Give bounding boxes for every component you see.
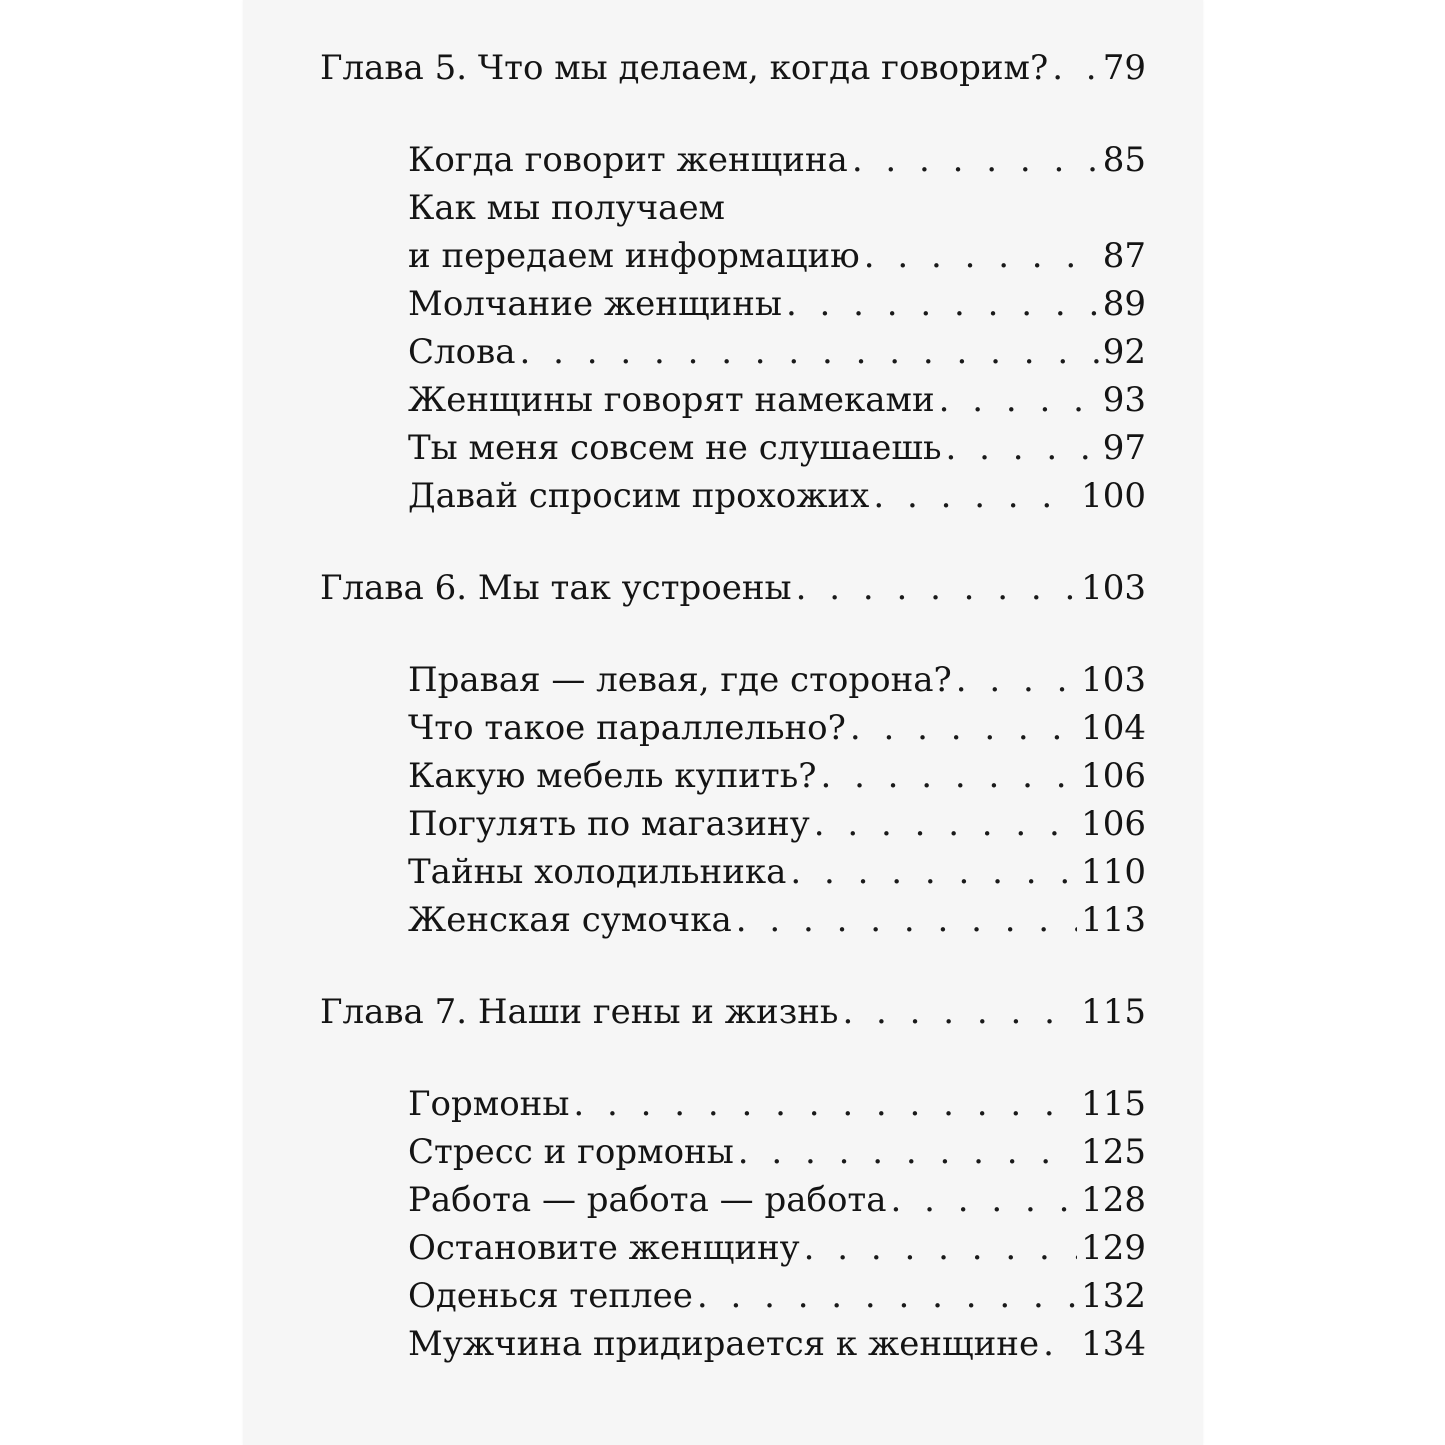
page-number: 104 (1081, 708, 1146, 748)
section-title: Ты меня совсем не слушаешь (408, 428, 942, 468)
leader-dots (820, 752, 1077, 800)
leader-dots (850, 704, 1077, 752)
page-number: 115 (1081, 1084, 1146, 1124)
section-entry[interactable] (408, 472, 1146, 520)
section-entry[interactable] (408, 280, 1146, 328)
page-number: 106 (1081, 756, 1146, 796)
leader-dots (520, 328, 1099, 376)
section-entry[interactable] (408, 328, 1146, 376)
page-number: 134 (1081, 1324, 1146, 1364)
section-entry[interactable] (408, 376, 1146, 424)
leader-dots (573, 1080, 1077, 1128)
section-title-line1[interactable]: Как мы получаем (408, 188, 726, 228)
page-number: 100 (1081, 476, 1146, 516)
leader-dots (864, 232, 1099, 280)
page-number: 87 (1102, 236, 1146, 276)
section-entry[interactable] (408, 424, 1146, 472)
page-number: 113 (1081, 900, 1146, 940)
page-number: 128 (1081, 1180, 1146, 1220)
section-list (320, 1080, 1146, 1368)
section-entry[interactable] (408, 1176, 1146, 1224)
section-title: Слова (408, 332, 516, 372)
section-list (320, 656, 1146, 944)
section-title: Тайны холодильника (408, 852, 787, 892)
section-entry[interactable] (408, 656, 1146, 704)
section-title: Женщины говорят намеками (408, 380, 935, 420)
page-number: 106 (1081, 804, 1146, 844)
page-number: 97 (1102, 428, 1146, 468)
chapter-5 (320, 44, 1146, 520)
page-number: 110 (1081, 852, 1146, 892)
page-number: 79 (1102, 48, 1146, 88)
section-entry[interactable] (408, 704, 1146, 752)
chapter-heading[interactable] (320, 564, 1146, 612)
leader-dots (738, 1128, 1077, 1176)
page-number: 125 (1081, 1132, 1146, 1172)
section-title: Остановите женщину (408, 1228, 800, 1268)
leader-dots (945, 424, 1098, 472)
leader-dots (790, 848, 1077, 896)
leader-dots (891, 1176, 1078, 1224)
leader-dots (697, 1272, 1077, 1320)
section-entry[interactable] (408, 848, 1146, 896)
section-title: Погулять по магазину (408, 804, 810, 844)
section-title: Что такое параллельно? (408, 708, 846, 748)
chapter-7 (320, 988, 1146, 1368)
page-number: 103 (1081, 568, 1146, 608)
section-entry[interactable] (408, 1224, 1146, 1272)
chapter-heading[interactable] (320, 44, 1146, 92)
section-title: Какую мебель купить? (408, 756, 817, 796)
leader-dots (852, 136, 1099, 184)
section-title: Мужчина придирается к женщине (408, 1324, 1040, 1364)
section-title: Молчание женщины (408, 284, 782, 324)
table-of-contents (320, 44, 1146, 1368)
leader-dots (873, 472, 1077, 520)
section-entry[interactable] (408, 1080, 1146, 1128)
section-title: Работа — работа — работа (408, 1180, 887, 1220)
section-list (320, 136, 1146, 520)
section-entry[interactable] (408, 1320, 1146, 1368)
section-title: Женская сумочка (408, 900, 732, 940)
section-entry[interactable] (408, 752, 1146, 800)
section-title: Когда говорит женщина (408, 140, 848, 180)
section-title: Правая — левая, где сторона? (408, 660, 952, 700)
section-title: и передаем информацию (408, 236, 860, 276)
section-title: Давай спросим прохожих (408, 476, 870, 516)
leader-dots (1043, 1320, 1077, 1368)
leader-dots (796, 564, 1077, 612)
page-number: 92 (1102, 332, 1146, 372)
section-title: Гормоны (408, 1084, 570, 1124)
section-entry[interactable] (408, 136, 1146, 184)
section-title: Стресс и гормоны (408, 1132, 734, 1172)
page-number: 132 (1081, 1276, 1146, 1316)
page-number: 89 (1102, 284, 1146, 324)
leader-dots (842, 988, 1077, 1036)
page-number: 129 (1081, 1228, 1146, 1268)
chapter-title: Глава 6. Мы так устроены (320, 568, 792, 608)
chapter-heading[interactable] (320, 988, 1146, 1036)
leader-dots (786, 280, 1099, 328)
page-number: 103 (1081, 660, 1146, 700)
section-title: Оденься теплее (408, 1276, 693, 1316)
leader-dots (804, 1224, 1077, 1272)
page-number: 93 (1102, 380, 1146, 420)
section-entry[interactable] (408, 800, 1146, 848)
chapter-title: Глава 7. Наши гены и жизнь (320, 992, 839, 1032)
leader-dots (956, 656, 1077, 704)
section-entry[interactable] (408, 232, 1146, 280)
chapter-6 (320, 564, 1146, 944)
page-number: 115 (1081, 992, 1146, 1032)
page-number: 85 (1102, 140, 1146, 180)
section-entry[interactable] (408, 1128, 1146, 1176)
leader-dots (1052, 44, 1099, 92)
section-entry[interactable] (408, 1272, 1146, 1320)
section-entry[interactable] (408, 896, 1146, 944)
leader-dots (814, 800, 1077, 848)
chapter-title: Глава 5. Что мы делаем, когда говорим? (320, 48, 1049, 88)
leader-dots (939, 376, 1099, 424)
leader-dots (736, 896, 1077, 944)
